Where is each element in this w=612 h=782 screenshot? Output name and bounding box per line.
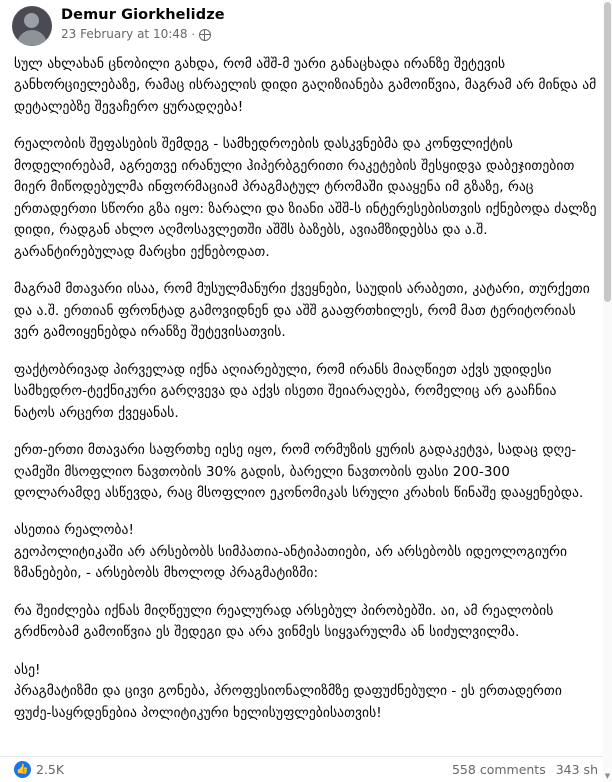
post-header xyxy=(0,0,612,50)
meta-separator: · xyxy=(191,28,196,42)
post-paragraph: სულ ახლახან ცნობილი გახდა, რომ აშშ-მ უარი განაცხადა ირანზე შეტევის განხორციელებაზე, რამაც ისრაელის დიდი გაღიზიანება გამოიწვია, მაგრამ არ მინდა ამ დეტალებზე შევაჩერო ყურადღება! xyxy=(14,56,597,115)
post-timestamp[interactable]: 23 February at 10:48 xyxy=(61,27,188,42)
post-paragraph: რეალობის შეფასების შემდეგ - სამხედროების დასკვნებმა და კონფლიქტის მოდელირებამ, აგრეთვე ირანული ჰიპერბგერითი რაკეტების შესყიდვა დაბეჯითებით მიერ მიწოდებულმა ინფორმაციამ პრაგმატულ ტრომაში დააყენა იმ გზაზე, რაც ერთადერთი სწორი გზა იყო: ზარალი და ზიანი აშშ-ს ინტერესებისთვის იქნებოდა ძალზე დიდი, რადგან ახლო აღმოსავლეთში აშშს ბაზებს, ავიამზიდებსა და ა.შ. გარანტირებულად მარცხი ექნებოდათ. xyxy=(14,136,597,260)
post-body xyxy=(0,50,612,724)
post-engagement-bar xyxy=(0,756,612,782)
post-paragraph: ფაქტობრივად პირველად იქნა აღიარებული, რომ ირანს მიაღწიეთ აქვს უდიდესი სამხედრო-ტექნიკური გარღვევა და აქვს ისეთი შეიარაღება, რომელიც არ გააჩნია ნატოს არცერთ ქვეყანას. xyxy=(14,361,557,421)
post-paragraph: ასეთია რეალობა! xyxy=(14,522,134,539)
post-paragraph: ასე! xyxy=(14,661,41,678)
shares-count[interactable]: 343 sh xyxy=(555,762,598,777)
post-header-text xyxy=(61,6,225,42)
post-meta xyxy=(61,27,225,41)
post-paragraph: ერთ-ერთი მთავარი საფრთხე იესე იყო, რომ ორმუზის ყურის გადაკეტვა, სადაც დღე-ღამეში მსოფლიო ნავთობის 30% გადის, ბარელი ნავთობის ფასი 200-300 დოლარამდე ასწევდა, რაც მსოფლიო ეკონომიკას სრული კრახის წინაშე დააყენებდა. xyxy=(14,442,584,501)
globe-icon xyxy=(199,29,211,41)
reaction-count: 2.5K xyxy=(36,762,65,777)
avatar-head xyxy=(24,13,39,28)
post-paragraph: რა შეიძლება იქნას მიღწეული რეალურად არსებულ პირობებში. აი, ამ რეალობის გრძნობამ გამოიწვია ეს შედეგი და არა ვინმეს სიყვარულმა ან სიძულვილმა. xyxy=(14,602,554,641)
comment-share-counts xyxy=(452,762,598,777)
post-paragraph: პრაგმატიზმი და ცივი გონება, პროფესიონალიზმზე დაფუძნებული - ეს ერთადერთი ფუძე-საყრდენებია პოლიტიკური ხელისუფლებისათვის! xyxy=(14,683,562,721)
scrollbar-thumb[interactable] xyxy=(604,2,611,302)
like-icon: 👍 xyxy=(14,761,31,778)
page-scrollbar[interactable] xyxy=(603,0,612,782)
post-author-name[interactable]: Demur Giorkhelidze xyxy=(61,7,225,23)
post-paragraph: გეოპოლიტიკაში არ არსებობს სიმპათია-ანტიპათიები, არ არსებობს იდეოლოგიური ზმანებები, - არსებობს მხოლოდ პრაგმატიზმი: xyxy=(14,543,568,582)
comments-count[interactable]: 558 comments xyxy=(451,762,546,777)
avatar[interactable] xyxy=(12,6,52,46)
avatar-body xyxy=(17,30,47,46)
post-paragraph: მაგრამ მთავარი ისაა, რომ მუსულმანური ქვეყნები, საუდის არაბეთი, კატარი, თურქეთი და ა.შ. ერთიან ფრონტად გამოვიდნენ და აშშ გააფრთხილეს, რომ მათ ტერიტორიას ვერ გამოიყენებდა ირანზე შეტევისათვის. xyxy=(14,281,590,341)
reaction-summary[interactable] xyxy=(14,761,64,778)
chevron-down-icon[interactable]: ▼ xyxy=(604,772,611,780)
